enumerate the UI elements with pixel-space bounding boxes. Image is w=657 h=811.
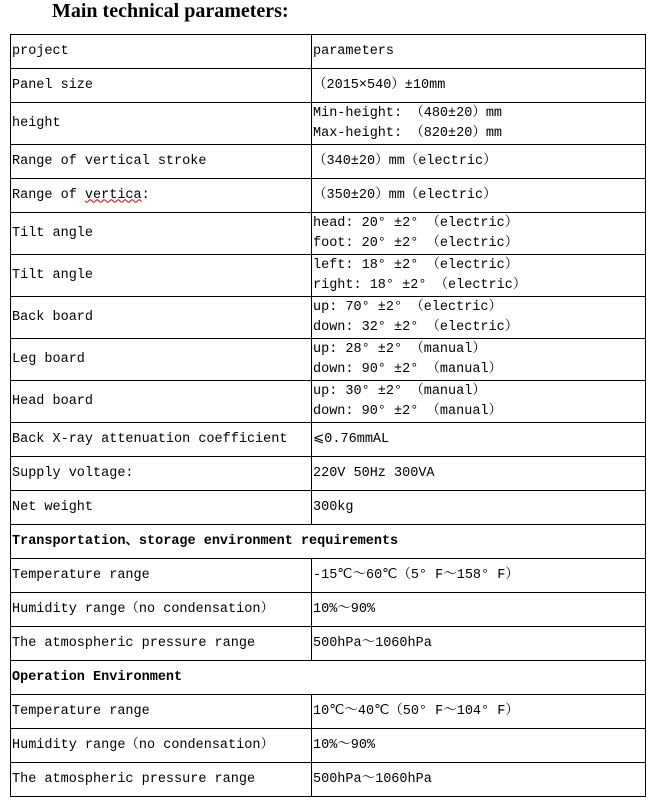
table-row — [11, 763, 646, 797]
table-row — [11, 381, 646, 423]
row-label: The atmospheric pressure range — [11, 627, 312, 661]
row-label: The atmospheric pressure range — [11, 763, 312, 797]
section-heading-row — [11, 525, 646, 559]
row-label: Humidity range（no condensation） — [11, 593, 312, 627]
table-row — [11, 103, 646, 145]
label-tail: : — [141, 187, 150, 203]
row-label: height — [11, 103, 312, 145]
value-line: Max-height: （820±20）mm — [313, 125, 503, 141]
row-label: Tilt angle — [11, 213, 312, 255]
value-line: left: 18° ±2° （electric） — [313, 257, 519, 273]
row-label: Back board — [11, 297, 312, 339]
row-value: 10%～90% — [312, 729, 646, 763]
row-value — [312, 103, 646, 145]
spelling-flag: vertica — [84, 187, 142, 203]
row-value — [312, 381, 646, 423]
header-project: project — [11, 35, 312, 69]
table-row — [11, 491, 646, 525]
page-title: Main technical parameters: — [52, 0, 289, 22]
table-row — [11, 423, 646, 457]
row-value: 220V 50Hz 300VA — [312, 457, 646, 491]
table-row — [11, 339, 646, 381]
row-label: Temperature range — [11, 695, 312, 729]
value-line: down: 90° ±2° （manual） — [313, 361, 503, 377]
parameters-table — [10, 34, 646, 797]
table-row — [11, 213, 646, 255]
row-value: 10%～90% — [312, 593, 646, 627]
table-row — [11, 69, 646, 103]
row-value — [312, 297, 646, 339]
value-line: head: 20° ±2° （electric） — [313, 215, 519, 231]
value-line: down: 32° ±2° （electric） — [313, 319, 519, 335]
row-value: （340±20）mm（electric） — [312, 145, 646, 179]
table-row — [11, 627, 646, 661]
table-row — [11, 695, 646, 729]
value-line: up: 30° ±2° （manual） — [313, 383, 486, 399]
value-line: down: 90° ±2° （manual） — [313, 403, 503, 419]
row-value: 500hPa～1060hPa — [312, 763, 646, 797]
row-label — [11, 179, 312, 213]
table-row — [11, 145, 646, 179]
row-label: Tilt angle — [11, 255, 312, 297]
section-heading-row — [11, 661, 646, 695]
table-row — [11, 593, 646, 627]
table-row — [11, 729, 646, 763]
row-label: Back X-ray attenuation coefficient — [11, 423, 312, 457]
value-line: up: 70° ±2° （electric） — [313, 299, 503, 315]
row-label: Temperature range — [11, 559, 312, 593]
row-label: Range of vertical stroke — [11, 145, 312, 179]
table-row — [11, 559, 646, 593]
row-label: Net weight — [11, 491, 312, 525]
row-value: 10℃～40℃（50° F～104° F） — [312, 695, 646, 729]
value-line: up: 28° ±2° （manual） — [313, 341, 486, 357]
header-parameters: parameters — [312, 35, 646, 69]
row-value: （2015×540）±10mm — [312, 69, 646, 103]
row-value: 500hPa～1060hPa — [312, 627, 646, 661]
section-heading: Transportation、storage environment requirements — [11, 525, 646, 559]
table-header-row — [11, 35, 646, 69]
row-value: ⩽0.76mmAL — [312, 423, 646, 457]
row-label: Panel size — [11, 69, 312, 103]
row-value: 300kg — [312, 491, 646, 525]
row-value: -15℃～60℃（5° F～158° F） — [312, 559, 646, 593]
table-row — [11, 255, 646, 297]
row-label: Head board — [11, 381, 312, 423]
section-heading: Operation Environment — [11, 661, 646, 695]
table-row — [11, 297, 646, 339]
row-label: Humidity range（no condensation） — [11, 729, 312, 763]
row-value — [312, 213, 646, 255]
value-line: foot: 20° ±2° （electric） — [313, 235, 519, 251]
value-line: Min-height: （480±20）mm — [313, 105, 503, 121]
row-value: （350±20）mm（electric） — [312, 179, 646, 213]
row-label: Supply voltage: — [11, 457, 312, 491]
row-value — [312, 339, 646, 381]
row-value — [312, 255, 646, 297]
label-text: Range of — [12, 187, 85, 203]
table-row — [11, 179, 646, 213]
value-line: right: 18° ±2° （electric） — [313, 277, 527, 293]
table-row — [11, 457, 646, 491]
row-label: Leg board — [11, 339, 312, 381]
